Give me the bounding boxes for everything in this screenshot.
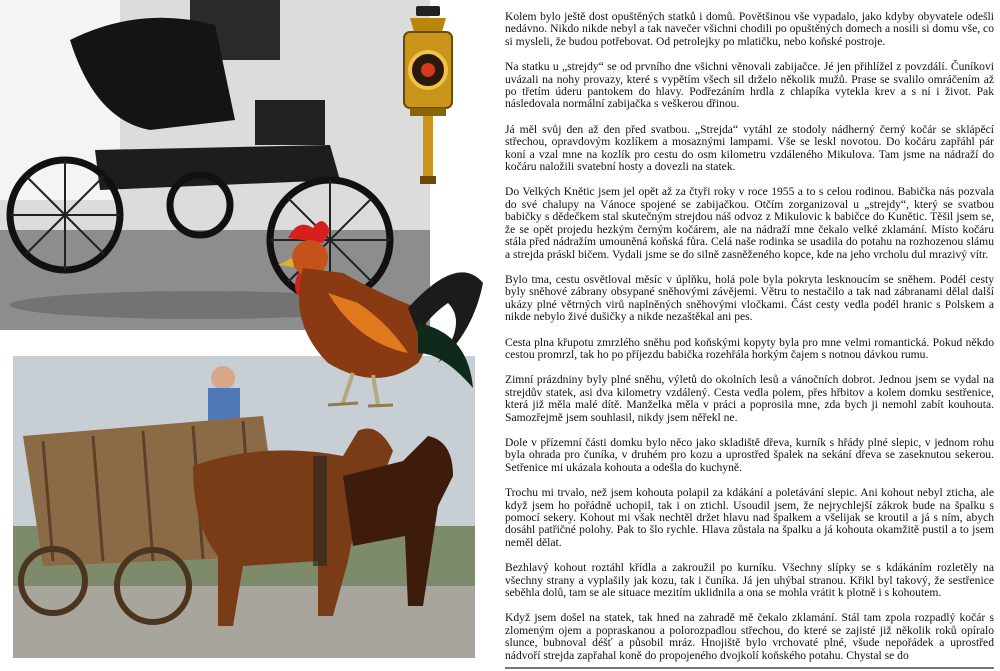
paragraph: Na statku u „strejdy“ se od prvního dne všichni věnovali zabijačce. Jé jen přihlížel z povzdálí. Čuníkovi uvázali na nohy provazy, které s vypětím všech sil drželo několik mužů. Prase se svalilo omráčením až po třetím úderu pantokem do hlavy. Podřezáním hrdla z chlapíka vytekla krev a s ní i život. Pak následovala normální zabijačka s veškerou dřinou. [505,60,994,111]
paragraph: Do Velkých Knětic jsem jel opět až za čtyři roky v roce 1955 a to s celou rodinou. Babička nás pozvala do své chalupy na Vánoce spojené se zabijačkou. Otčím zorganizoval u „strejdy“, který se svatbou babičky s dědečkem stal skutečným strejdou náš odvoz z Mikulovic k babičce do Kunětic. Těšil jsem se, že se opět projedu hezkým černým kočárem, ale na nádraží mne čekalo velké zklamání. Místo kočáru stála před nádražím umouněná koňská fůra. Celá naše rodinka se usadila do potahu na rozhozenou slámu a strejda práskl bičem. Vydali jsme se do silně zasněženého kopce, kde na jeho vrcholu dul mrazivý vítr. [505,185,994,261]
paragraph: Trochu mi trvalo, než jsem kohouta polapil za kdákání a poletávání slepic. Ani kohout nebyl zticha, ale když jsem ho pořádně uchopil, tak i on ztichl. Usoudil jsem, že nejrychlejší zákrok bude na špalku s pomocí sekery. Kohout mi však nechtěl držet hlavu nad špalkem a všelijak se kroutil a já s ním, abych dosáhl patřičné polohy. Pak to šlo rychle. Hlava zůstala na špalku a já kohouta okamžitě pustil a to jsem neměl dělat. [505,486,994,549]
paragraph: Kolem bylo ještě dost opuštěných statků i domů. Povětšinou vše vypadalo, jako kdyby obyvatele odešli nedávno. Nikdo nikde nebyl a tak navečer všichni chodili po opuštěných domech a nosili si domu vše, co si mysleli, že budou potřebovat. Od petrolejky po mlatičku, nebo koňské postroje. [505,11,994,48]
rooster-image [268,213,490,413]
article-text [505,11,994,669]
paragraph: Bezhlavý kohout roztáhl křídla a zakroužil po kurníku. Všechny slípky se s kdákáním rozletěly na všechny strany a vyplašily jak kozu, tak i čuníka. Já jen uhýbal stranou. Křikl byl takový, že sestřenice seběhla dolů, tam se ale situace mezitím uklidnila a ona se mohla vrátit k plotně i s kohoutem. [505,561,994,600]
paragraph: Dole v přízemní části domku bylo něco jako skladiště dřeva, kurník s hřády plné slepic, v jednom rohu byla ohrada pro čuníka, v druhém pro kozu a uprostřed špalek na sekání dřeva se zaseknutou sekerou. Setřenice mi ukázala kohouta a odešla do kuchyně. [505,435,994,474]
paragraph: Bylo tma, cestu osvětloval měsíc v úplňku, holá pole byla pokryta lesknoucím se sněhem. Podél cesty byly sněhové zábrany obsypané sněhovými závějemi. Větru to nestačilo a tak nad zábranami dělal další ukázy plné větrných virů naplněných sněhovými vločkami. Část cesty vedla podél hranic s Polskem a nikde nebylo živé dušičky a nikde nezaštěkal ani pes. [505,272,994,324]
paragraph: Cesta plna křupotu zmrzlého sněhu pod koňskými kopyty byla pro mne velmi romantická. Pokud někdo cestou promrzl, tak ho po příjezdu babička rozehřála horkým čajem s notnou dávkou rumu. [505,335,994,361]
paragraph: Zimní prázdniny byly plné sněhu, výletů do okolních lesů a vánočních dobrot. Jednou jsem se vydal na strejdův statek, asi dva kilometry vzdálený. Cesta vedla polem, přes hřbitov a kolem domku sestřenice, která již měla malé dítě. Manželka měla v práci a poprosila mne, zda bych ji nemohl zabít kouhouta. Samozřejmě jsem souhlasil, nikdy jsem něřekl ne. [505,373,994,424]
paragraph: Když jsem došel na statek, tak hned na zahradě mě čekalo zklamání. Stál tam zpola rozpadlý kočár s zlomeným ojem a popraskanou a polorozpadlou střechou, do které se zajisté již několik roků opíralo slunce, bubnoval déšť a působil mráz. Hnojiště bylo vrchovaté plné, všude nepořádek a uprostřed nádvoří strejda zapřahal koně do propojeného dvojkolí koňského potahu. Chystal se do [505,611,994,662]
carriage-lamp-image [398,6,458,186]
paragraph: Já měl svůj den až den před svatbou. „Strejda“ vytáhl ze stodoly nádherný černý kočár se sklápěcí střechou, opravdovým kozlíkem a mosaznými lampami. Vše se leskl novotou. Do kočáru zapřáhl pár koní a vzal mne na kozlík pro cestu do osm kilometru vzdáleného Mikulova. Tam jsme na nádraží do kočáru naložili svatební hosty a dovezli na statek. [505,122,994,174]
